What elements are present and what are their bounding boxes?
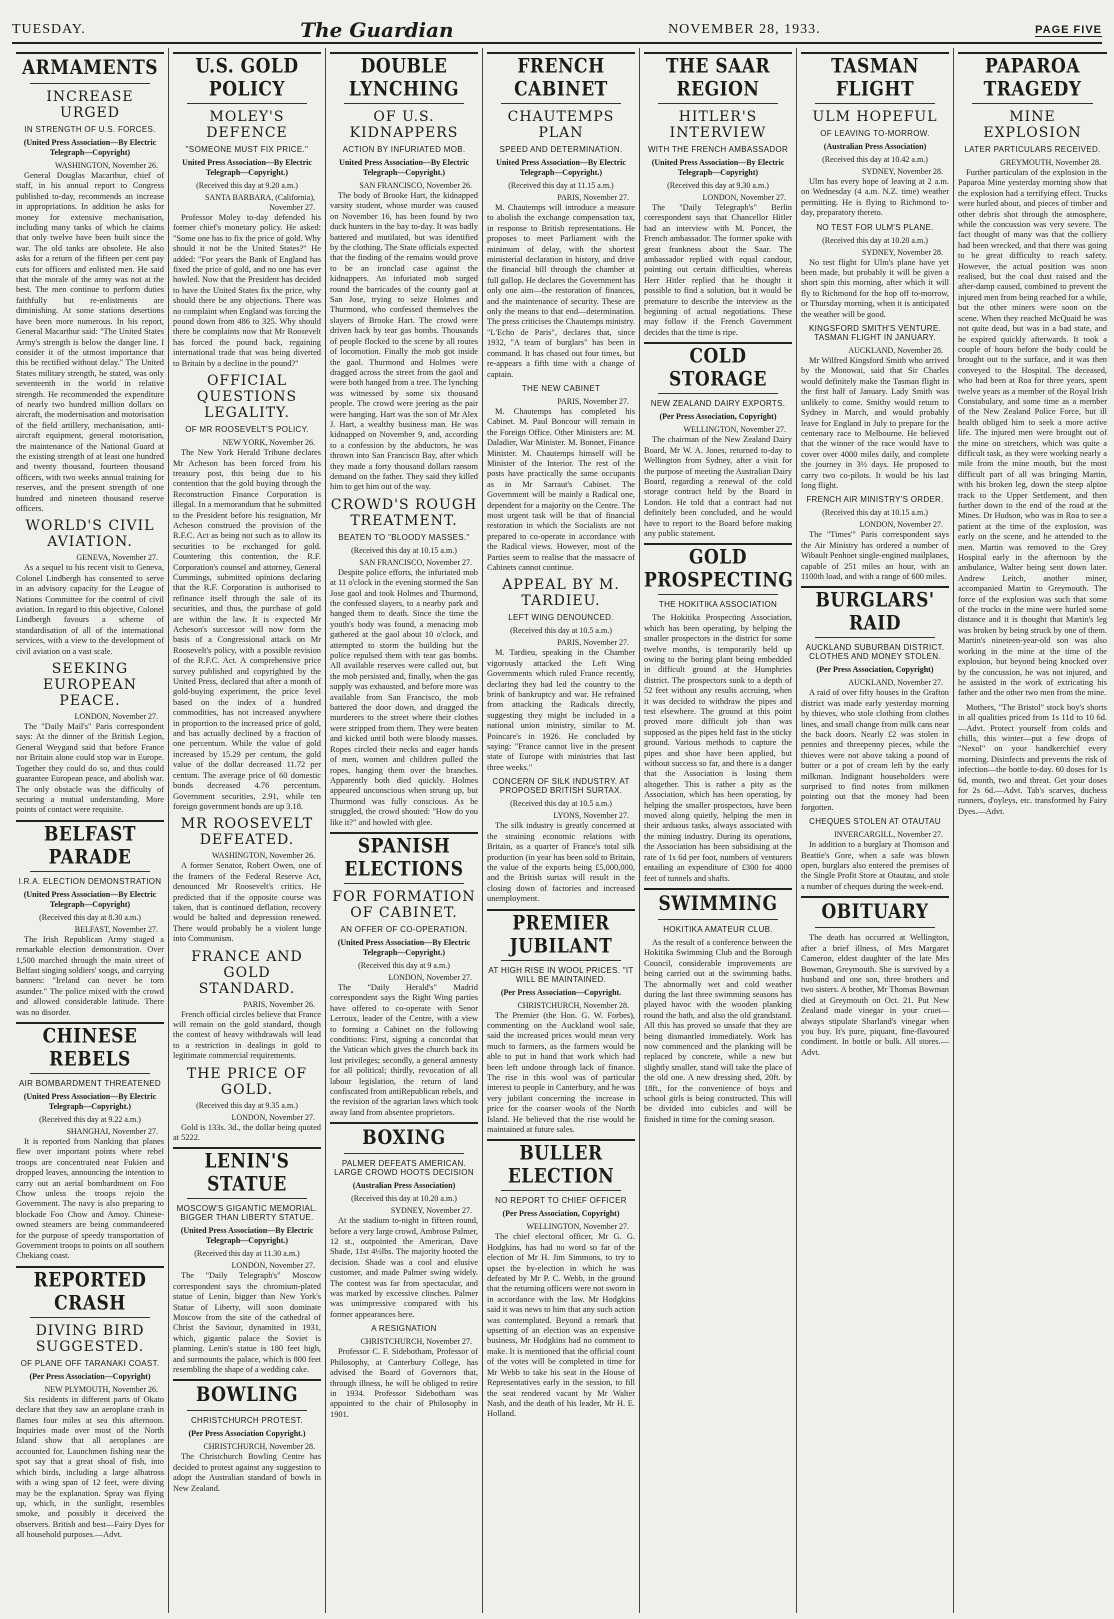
divider [344,103,464,104]
news-story [801,817,949,892]
headline: U.S. GOLD POLICY [195,55,299,101]
deck-line: WITH THE FRENCH AMBASSADOR [647,145,789,154]
subheadline: MOLEY'S DEFENCE [206,109,288,141]
news-columns [12,48,1107,1613]
news-column-2 [169,48,326,1613]
news-column-7 [954,48,1111,1613]
wire-credit: (Per Press Association, Copyright) [816,665,934,675]
divider [658,594,778,595]
news-story [487,384,635,574]
headline-rule [330,52,478,54]
news-story [16,52,164,514]
received-time: (Received this day at 10.15 a.m.) [822,508,928,518]
wire-credit: (United Press Association—By Electric Telegraph—Copyright) [23,138,157,157]
story-body: General Douglas Macarthur, chief of staff, in his annual report to Congress published to-day, recommends an increase in appropriations. In addition he asks for money for extensive mechanisation, including many tanks of which he claims that only twelve have been built since the war. The old tanks are obsolete. He also asks for a return of the fifteen per cent pay cuts for officers and enlisted men. He said that the morale of the army was not at the best. The men continue to perform duties faithfully but re-enlistments are diminishing. At some stations desertions have been more numerous. In his report, General Macarthur said: "The United States Army's strength is below the danger line. I consider it of the utmost importance that this be rectified without delay." The United States military strength, he stated, was only seventeenth in the world in relative strength. He recommended the expenditure of nearly two hundred million dollars on aircraft, the modernisation and motorisation of the field artillery, mechanisation, anti-aircraft equipment, general motorisation, the maintenance of the National Guard at the existing strength of at least one hundred and twenty thousand, fourteen thousand officers, with two weeks annual training for reserves, and the present strength of one hundred and nineteen thousand reserve officers. [16,171,164,513]
masthead-day: TUESDAY. [12,22,86,37]
divider [30,83,150,84]
subheadline: ULM HOPEFUL [812,109,938,125]
headline: ARMAMENTS [21,56,159,80]
story-body: The "Times'" Paris correspondent says the Air Ministry has ordered a number of Wibault Penhoet single-engined mailplanes, capable of 251 miles an hour, with an 1100th load, and with a range of 600 miles. [801,530,949,581]
received-time: (Received this day at 9.20 a.m.) [196,181,298,190]
dateline: GENEVA, November 27. [76,553,158,563]
dateline: WASHINGTON, November 26. [212,851,315,861]
dateline: LONDON, November 27. [231,1112,315,1122]
deck-line: THE HOKITIKA ASSOCIATION [658,600,778,610]
received-time: (Received this day at 9 a.m.) [358,960,450,970]
deck-line: CHEQUES STOLEN AT OTAUTAU [809,817,941,827]
headline: SWIMMING [658,892,778,916]
news-story [16,820,164,1018]
deck-line: HOKITIKA AMATEUR CLUB. [663,924,773,934]
deck-line: LEFT WING DENOUNCED. [508,613,614,623]
story-body: No test flight for Ulm's plane have yet been made, but probably it will be given a short spin this morning, after which it will fly to Richmond for the hop off to-morrow, or Thursday morning, when it is anticipated the weather will be good. [801,257,949,319]
news-story [330,497,478,828]
story-body: The Irish Republican Army staged a remarkable election demonstration. Over 1,500 marched through the main street of Belfast singing soldiers' songs, and carrying banners: "Ireland can never be torn asunder." The police mixed with the crowd and allowed considerable latitude. There was no disorder. [16,934,164,1017]
headline-rule [958,52,1107,54]
dateline: CHRISTCHURCH, November 28. [203,1442,315,1452]
news-story [330,1324,478,1420]
headline: FRENCH CABINET [514,55,608,101]
news-story [173,1147,321,1375]
news-story [487,1139,635,1419]
wire-credit: (Australian Press Association) [352,1181,456,1191]
news-story [173,816,321,944]
news-story [330,52,478,493]
subheadline: FOR FORMATION OF CABINET. [332,888,476,921]
dateline: WASHINGTON, November 26. [55,161,158,170]
deck-line: NEW ZEALAND DAIRY EXPORTS. [650,399,786,409]
news-story [16,1022,164,1262]
dateline: SYDNEY, November 28. [861,167,943,176]
subheadline: SEEKING EUROPEAN PEACE. [42,661,138,710]
received-time: (Received this day at 8.30 a.m.) [39,912,141,922]
story-body: French official circles believe that France will remain on the gold standard, though the contest of heavy withdrawals will lead to a restriction in dealings in gold to legitimate commercial requirements. [173,1009,321,1061]
wire-credit: (United Press Association—By Electric Telegraph—Copyright) [651,158,785,177]
received-time: (Received this day at 10.5 a.m.) [510,626,612,636]
dateline: AUCKLAND, November 27. [848,678,943,688]
headline: COLD STORAGE [668,345,768,392]
headline-rule [330,1122,478,1124]
headline-rule [801,52,949,54]
deck-line: KINGSFORD SMITH'S VENTURE. TASMAN FLIGHT IN JANUARY. [808,324,941,343]
deck-line: AN OFFER OF CO-OPERATION. [340,924,468,934]
divider [815,637,935,638]
divider [344,883,464,884]
story-body: The "Daily Mail's" Paris correspondent says: At the dinner of the British Legion, General Weygand said that before France nor Britain alone could stop war in Europe. Together they could do so, and thus could guarantee European peace, and abolish war. The only obstacle was the difficulty of securing a mutual understanding. More points of contact were requisite. [16,722,164,815]
received-time: (Received this day at 11.15 a.m.) [508,181,614,190]
news-story [16,661,164,816]
headline-rule [16,1266,164,1268]
headline: BOWLING [195,1383,299,1407]
dateline: SYDNEY, November 27. [390,1206,472,1216]
news-story [330,1122,478,1320]
news-story [487,52,635,380]
story-body: As the result of a conference between the Hokitika Swimming Club and the Borough Council, considerable improvements are being carried out at the swimming baths. The abnormally wet and cold weather during the last three swimming seasons has played havoc with the wooden planking round the bath, and also the old grandstand. All this has proved so unsafe that they are being dismantled immediately. Work has now commenced and the planking will be replaced by concrete, while a new but slightly smaller, stand will take the place of the old one. A new dressing shed, 20ft. by 18ft., for the convenience of boys and school girls is being constructed. This will be divided into cubicles and will be finished in time for the coming season. [644,937,792,1124]
story-body: The "Daily Telegraph's" Moscow correspondent says the chromium-plated statue of Lenin, bigger than New York's Statue of Liberty, will soon dominate Moscow from the site of the cathedral of Christ the Saviour, dynamited in 1931, which, gigantic palace the Soviet is planning. Lenin's statue is 180 feet high, and surmounts the palace, which is 800 feet resembling the shape of a wedding cake. [173,1271,321,1375]
headline: CHINESE REBELS [42,1024,138,1071]
divider [815,103,935,104]
dateline: LONDON, November 27. [388,972,472,982]
deck-line: A RESIGNATION [371,1324,437,1334]
masthead-paper-name: The Guardian [300,18,454,42]
divider [187,1410,307,1411]
story-body: As a sequel to his recent visit to Geneva, Colonel Lindbergh has consented to serve in an advisory capacity for the League of Nations Committee for the control of civil aviation. In regard to this objective, Colonel Lindbergh favours a scheme of standardisation of all of the international services, with a view to the development of civil aviation on a vast scale. [16,563,164,656]
deck-line: IN STRENGTH OF U.S. FORCES. [24,125,156,134]
masthead-page-number: PAGE FIVE [1035,23,1102,36]
headline-rule [487,909,635,911]
received-time: (Received this day at 10.42 a.m.) [822,155,928,164]
news-story [173,1379,321,1494]
divider [972,103,1093,104]
story-body: Despite police efforts, the infuriated mob at 11 o'clock in the evening stormed the San Jose gaol and took Holmes and Thurmond, the confessed slayers, to a nearby park and hanged them to death. Since the time the youth's body was found, a menacing mob gathered at the gaol about 10 o'clock, and attempted to storm the building but the police repulsed them with tear gas bombs. All available reserves were called out, but the mob persisted and, finally, when the gas supply was exhausted, and before more was available from San Francisco, the mob battered the door down, and dragged the murderers to the street where their clothes were stripped from them. They were beaten and kicked until both were bloody masses. Ropes circled their necks and eager hands of men, women and children pulled the ropes, hanging them over the branches. Apparently both died quickly. Holmes appeared unconscious when strung up, but Thurmond was fully conscious. As he struggled, the crowd shouted: "How do you like it?" and howled with glee. [330,567,478,827]
deck-line: OF MR ROOSEVELT'S POLICY. [185,425,309,435]
dateline: PARIS, November 27. [557,193,629,202]
subheadline: CHAUTEMPS PLAN [507,109,615,141]
dateline: LONDON, November 27. [231,1261,315,1271]
news-story [801,223,949,320]
story-body: The Hokitika Prospecting Association, which has been operating, by helping the smaller prospectors in the district for some twelve months, is temporarily held up owing to the boring plant being embedded in difficult ground at the Humphries district. The prospectors sunk to a depth of 52 feet without any results accruing, when it was decided to withdraw the pipes and test elsewhere. The ground at this point proved more difficult job than was supposed as the pipes held fast in the sticky ground. Various methods to capture the pipes and shoe have been applied, but without success so far, and there is a danger that the Association is losing them altogether. This is rather a pity as the Association, which has been operating, by helping the smaller prospectors, have been moved along quietly, helping the men in their arduous tasks, always associated with the mining industry. During its operations, the Association has been subsidising at the rate of 1s 6d per foot, numbers of venturers entailing an expenditure of £300 for 4000 feet of tunnels and shafts. [644,613,792,883]
deck-line: NO REPORT TO CHIEF OFFICER [495,1196,627,1206]
deck-line: "SOMEONE MUST FIX PRICE." [185,145,309,154]
news-story [644,888,792,1125]
story-body: The body of Brooke Hart, the kidnapped varsity student, whose murder was caused on November 16, has been found by two duck hunters in the bay to-day. It was badly battered and mutilated, but was identified by the clothing. The State officials expected that the finding of the remains would prove to be an ironclad case against the kidnappers. An infuriated mob surged round the barricades of the county gaol at San Jose, trying to seize Holmes and Thurmond, who confessed themselves the slayers of Brooke Hart. The crowd were driven back by tear gas bombs. Thousands of people flocked to the scene by all routes of locomotion. Finally the mob got inside the gaol. Thurmond and Holmes were dragged across the street from the gaol and were both hanged from a tree. The lynching was witnessed by some six thousand people. The crowd were jeering as the pair were hanging. Hart was the son of Mr Alex J. Hart, a wealthy business man. He was kidnapped on November 9, and, according to a confession by the abductors, he was thrown into San Francisco Bay, after which they made a forty thousand dollars ransom demand on the father. They said they killed him to get him out of the way. [330,191,478,492]
deck-line: CHRISTCHURCH PROTEST. [190,1416,304,1426]
story-body: Six residents in different parts of Okato declare that they saw an aeroplane crash in flames four miles at sea this afternoon. Inquiries made over most of the North Island show that all aeroplanes are accounted for. Launchmen fishing near the spot say that a great shoal of fish, into which birds, including a large albatross with a wing span of 12 feet, were diving may be the explanation. Spray was flying up, which, in the sunlight, resembles smoke, and possibly it deceived the observers. British and best—Fairy Dyes for all household purposes.—Advt. [16,1394,164,1540]
wire-credit: United Press Association—By Electric Telegraph—Copyright.) [182,158,312,177]
news-column-4 [483,48,640,1613]
dateline: INVERCARGILL, November 27. [834,830,943,840]
news-story [173,52,321,369]
story-body: Mothers, "The Bristol" stock boy's shorts in all qualities priced from 1s 11d to 10 6d.—Advt. Protect yourself from colds and chills, this winter—put a few drops of "Nexol" on your handkerchief every morning. Disinfects and prevents the risk of infection—the bottle to-day. 60 doses for 1s 6d, month, two and threat. Get your doses for 2s 6d.—Advt. Tab's scarves, duchess runners, d'oyleys, etc. transformed by Fairy Dyes.—Advt. [958,702,1107,816]
news-story [487,577,635,773]
headline: REPORTED CRASH [33,1268,147,1315]
subheadline: THE PRICE OF GOLD. [186,1065,308,1098]
received-time: (Received this day at 10.5 a.m.) [510,799,612,809]
dateline: PARIS, November 26. [243,999,315,1009]
subheadline: MR ROOSEVELT DEFEATED. [180,816,314,849]
dateline: SANTA BARBARA, (California), November 27. [204,193,315,212]
dateline: PARIS, November 27. [557,396,629,406]
dateline: LONDON, November 27. [702,193,786,202]
news-story [958,703,1107,817]
news-column-5 [640,48,797,1613]
story-body: The "Daily Telegraph's" Berlin correspondent says that Chancellor Hitler had an interview with M. Poncet, the French ambassador. The former spoke with great frankness about the Saar. The ambassador replied with equal candour, pointing out certain difficulties, whereas Herr Hitler replied that he thought it possible to find a solution, but it would be premature to describe the interview as the beginning of actual negotiations. These may follow if the French Government decides that the time is ripe. [644,203,792,337]
dateline: NEW PLYMOUTH, November 26. [44,1384,158,1394]
headline: PAPAROA TRAGEDY [983,55,1082,101]
divider [501,103,621,104]
headline-rule [487,52,635,54]
story-body: Gold is 133s. 3d., the dollar being quoted at 5222. [173,1122,321,1142]
dateline: LYONS, November 27. [553,811,629,821]
headline-rule [16,1022,164,1024]
divider [187,103,307,104]
divider [30,871,150,872]
wire-credit: United Press Association—By Electric Telegraph—Copyright.) [496,158,626,177]
headline-rule [644,342,792,344]
subheadline: HITLER'S INTERVIEW [669,109,767,141]
story-body: M. Chautemps has completed his Cabinet. M. Paul Boncour will remain in the Foreign Office. Other Ministers are: M. Daladier, War Minister. M. Bonnet, Finance Minister. M. Chautemps himself will be Minister of the Interior. The rest of the posts have practically the same occupants as in Mr Sarraut's Cabinet. The Government will be mainly a Radical one, dependent for a majority on the Centre. The most urgent task will be that of financial restoration in which the Socialists are not prepared to co-operate in accordance with the Radical views. However, most of the Parties seem to realise that the massacre of Cabinets cannot continue. [487,406,635,572]
dateline: AUCKLAND, November 28. [848,346,943,356]
divider [187,1198,307,1199]
news-story [644,52,792,338]
story-body: The death has occurred at Wellington, after a brief illness, of Mrs Margaret Cameron, eldest daughter of the late Mrs Bowman, Greymouth. She is survived by a husband and one son, three brothers and two sisters. A brother, Mr Thomas Bowman died at Greymouth on Oct. 21. Put New Zealand made vinegar in your cruet—always stipulate Sharland's vinegar when you buy. It's pure, piquant, fine-flavoured condiment. In bottle or bulk. All stores.—Advt. [801,933,949,1057]
subheadline: APPEAL BY M. TARDIEU. [502,577,620,610]
news-column-6 [797,48,954,1613]
news-story [173,373,321,812]
deck-line: NO TEST FOR ULM'S PLANE. [816,222,934,232]
story-body: The chief electoral officer, Mr G. G. Hodgkins, has had no word so far of the election of Mr H. Jim Simmons, to try to upset the by-election in which he was defeated by Mr P. C. Webb, in the ground that the returning officers were not sworn in in accordance with the law. Mr Hodgkins said it was news to him that any such action was contemplated. Beyond a remark that upsetting of an election was an expensive business, Mr Hodgkins had no comment to make. It is mentioned that the official count of the votes will be completed in time for Mr Webb to take his seat in the House of Representatives early in the session, to fill the seat rendered vacant by Mr Walter Nash, and the death of his leader, Mr H. E. Holland. [487,1232,635,1419]
story-body: The "Daily Herald's" Madrid correspondent says the Right Wing parties have offered to co-operate with Senor Lerroux, leader of the Centre, with a view to forming a Cabinet on the following conditions: First, signing a concordat that the Vatican which gives the church back its lost privileges; secondly, a general amnesty for all political; thirdly, revocation of all labour legislation, the return of land confiscated from antiRepublican rebels, and the revision of the agrarian laws which took away land from absentee proprietors. [330,982,478,1117]
news-story [801,586,949,813]
divider [501,960,621,961]
dateline: WELLINGTON, November 27. [526,1222,629,1232]
dateline: GREYMOUTH, November 28. [1000,158,1101,167]
dateline: PARIS, November 27. [557,638,629,648]
headline: DOUBLE LYNCHING [348,55,460,101]
story-body: The Christchurch Bowling Centre has decided to protest against any suggestion to adopt the Australian standard of bowls in New Zealand. [173,1452,321,1493]
news-column-1 [12,48,169,1613]
received-time: (Received this day at 10.20 a.m.) [351,1194,457,1204]
news-story [958,52,1107,699]
news-story [801,52,949,219]
masthead-date: NOVEMBER 28, 1933. [668,22,821,37]
received-time: (Received this day at 11.30 a.m.) [194,1249,300,1259]
deck-line: I.R.A. ELECTION DEMONSTRATION [18,876,162,886]
divider [30,1073,150,1074]
story-body: A former Senator, Robert Owen, one of the framers of the Federal Reserve Act, denounced Mr Roosevelt's critics. He predicted that if the opposite course was taken, that is continued deflation, recovery would be halted and depression renewed. There would probably be a violent lunge into Communism. [173,861,321,944]
received-time: (Received this day at 10.20 a.m.) [822,235,928,245]
subheadline: WORLD'S CIVIL AVIATION. [25,518,155,551]
received-time: (Received this day at 9.30 a.m.) [667,181,769,190]
wire-credit: United Press Association—By Electric Telegraph—Copyright.) [339,158,469,177]
subheadline: FRANCE AND GOLD STANDARD. [191,948,303,997]
wire-credit: (Australian Press Association) [823,142,927,151]
headline: LENIN'S STATUE [204,1150,290,1197]
headline: PREMIER JUBILANT [509,911,613,958]
story-body: At the stadium to-night in fifteen round, before a very large crowd, Ambrose Palmer, 12 st., outpointed the American, Dave Shade, 11st 4½lbs. The majority hooted the decision. Shade was a cool and elusive customer, and made Palmer swing widely. The contest was far from spectacular, and was marked by excessive clinches. Palmer was unimpressive compared with his former appearances here. [330,1216,478,1319]
divider [344,1153,464,1154]
deck-line: ACTION BY INFURIATED MOB. [342,145,466,154]
wire-credit: (United Press Association—By Electric Telegraph—Copyright.) [23,1091,157,1111]
news-story [16,1266,164,1541]
subheadline: CROWD'S ROUGH TREATMENT. [330,496,478,529]
news-story [487,909,635,1136]
story-body: Mr Wilfred Kingsford Smith who arrived by the Monowai, said that Sir Charles would definitely make the Tasman flight in the first half of January. Lady Smith was unlikely to come. Smithy would return to Sydney in March, and would probably leave for England in July to prepare for the centenary race to Melbourne. He believed that the winner of the race would have to cover over 4000 miles daily, and complete the journey in 3½ days. He proposed to carry two co-pilots. It would be his last long flight. [801,356,949,490]
dateline: BELFAST, November 27. [74,924,158,934]
story-body: M. Chautemps will introduce a measure to abolish the exchange compensation tax, in response to British representations. He proposes to meet Parliament with the minimum of delay, with the shortest ministerial declaration in history, and drive the financial bill through the chamber at full gallop. He declares the Government has only one aim—the restoration of finances, and the maintenance of security. These are only the means to that end—determination. The press criticises the Chautemps ministry. "L'Echo de Paris", declares that, since 1932, "A team of burglars" has been in command. It has chased out four times, but re-appears a fifth time with a change of captain. [487,203,635,379]
news-story [801,896,949,1058]
headline: BULLER ELECTION [507,1142,615,1189]
story-body: The Premier (the Hon. G. W. Forbes), commenting on the Auckland wool sale, said the increased prices would mean very much to farmers, as the farmers would be able to put in hand that work which had been left undone through lack of finance. The rise in this wool was of particular interest to people in Canterbury, and he was very jubilant concerning the increase in price for the coarser wools of the North Island. He believed that the rise would be maintained at future sales. [487,1010,635,1134]
dateline: CHRISTCHURCH, November 27. [360,1337,472,1347]
news-story [644,543,792,884]
dateline: SHANGHAI, November 27. [66,1126,158,1136]
news-story [644,342,792,539]
wire-credit: (United Press Association—By Electric Telegraph—Copyright.) [180,1226,314,1246]
divider [658,393,778,394]
deck-line: MOSCOW'S GIGANTIC MEMORIAL. BIGGER THAN LIBERTY STATUE. [176,1204,318,1223]
story-body: Further particulars of the explosion in the Paparoa Mine yesterday morning show that the explosion had a terrifying effect. Trucks were hurled about, and pieces of timber and other debris shot through the atmosphere, while the concussion was very severe. The fact thought of many was that the colliery had been wrecked, and that there was going to be great difficulty to reach safety. However, the actual position was soon realised, but the coal dust raised and the after-damp caused, combined to prevent the injured men from being reached for a while, but the other miners were soon on the scene. When they reached McQuaid he was not quite dead, but was in a bad state, and he expired quickly afterwards. It took a couple of hours before the body could be brought out to the surface, and it was then conveyed to the Hospital. The deceased, who had been at Roa for three years, spent twelve years as a member of the Royal Irish Constabulary, and some time as a member of the New Zealand Police Force, but ill health obliged him to seek a more active life. The injured men were brought out of the mine on stretchers, which was quite a difficult task, as they were working nearly a mile from the mine mouth, but the most difficult part of all was bringing Martin, with his broken leg, down the steep alpine track to the Upper Settlement, and then further down to the end of the road at the Mines. Dr Hudson, who was in Roa to see a patient at the time of the explosion, was early on the scene, and he attended to the men. Martin was removed to the Grey Hospital early in the afternoon by the ambulance, Walter being sent down later. Andrew Leitch, another miner, accompanied Martin to Greymouth. The force of the explosion was such that some of the trucks in the mine were hurled some distance and it is thought that Martin's leg was broken by being struck by one of them. Martin's nineteen-year-old son was also working in the mine at the time of the explosion, but beyond being knocked over by the concussion, he was not injured, and he assisted in the work of extricating his father and the other two men from the mine. [958,168,1107,698]
dateline: LONDON, November 27. [859,520,943,530]
dateline: SAN FRANCISCO, November 27. [359,557,472,567]
story-body: The silk industry is greatly concerned at the straining economic relations with Britain, as a quarter of France's total silk production (in year has been sold to Britain, the value of the exports being £5,000,000, and the British surtax will result in the closing down of factories and increased unemployment. [487,821,635,904]
wire-credit: (Per Press Association Copyright.) [188,1429,306,1439]
received-time: (Received this day at 9.22 a.m.) [39,1114,141,1124]
deck-line: BEATEN TO "BLOODY MASSES." [338,532,470,542]
dateline: CHRISTCHURCH, November 28. [517,1000,629,1010]
dateline: SYDNEY, November 28. [861,247,943,257]
wire-credit: (Per Press Association—Copyright. [500,987,622,997]
received-time: (Received this day at 10.15 a.m.) [351,545,457,555]
story-body: M. Tardieu, speaking in the Chamber vigorously attacked the Left Wing Governments which ruled France recently, declaring they had led the country to the brink of bankruptcy and war. He refrained from attacking the Radicals directly, suggesting they might be included in a national union ministry, similar to M. Poincare's in 1926. He concluded by saying: "France cannot live in the present state of Europe with ministries that last three weeks." [487,648,635,772]
deck-line: AT HIGH RISE IN WOOL PRICES. "IT WILL BE MAINTAINED. [488,965,634,984]
story-body: The New York Herald Tribune declares Mr Acheson has been forced from his treasury post, this being due to his contention that the gold buying through the Reconstruction Finance Corporation is illegal. In a memorandum that he submitted to the President before his resignation, Mr Acheson construed the provision of the R.F.C. Act as being not such as to allow its securities to be exchanged for gold. Countering this contention, the R.F. Corporation's counsel and attorney, General Cummings, submitted opinions declaring that the R.F. Corporation is authorised to refinance itself through the sale of its securities, and thus, the purchase of gold are within the law. It is expected Mr Acheson's successor will now form the basis of a Congressional attack on Mr Roosevelt's policy, with a possible revision of the R.F.C. Act. A comprehensive price survey published and copyrighted by the United Press, declared that after a month of gold-buying experiment, the price level based on the index of a hundred commodities, has not increased anywhere in proportion to the increased price of gold, and has actually declined by a fraction of one percentum. While the value of gold increased by 15.29 per centum, the gold value of the dollar decreased 11.72 per centum. The average price of 60 domestic bonds decreased 4.76 percentum. Government securities, 2.91, while ten foreign government bonds are up 3.18. [173,448,321,811]
headline: BURGLARS' RAID [815,589,935,636]
wire-credit: (Per Press Association, Copyright) [502,1209,620,1219]
deck-line: THE NEW CABINET [521,383,601,393]
story-body: Ulm has every hope of leaving at 2 a.m. on Wednesday (4 a.m. N.Z. time) weather permitting. He is flying to Richmond to-day, preparatory thereto. [801,177,949,218]
subheadline: MINE EXPLOSION [983,109,1082,141]
deck-line: LATER PARTICULARS RECEIVED. [964,145,1101,154]
news-column-3 [326,48,483,1613]
subheadline: INCREASE URGED [46,89,134,121]
wire-credit: (United Press Association—By Electric Telegraph—Copyright.) [337,937,471,957]
story-body: It is reported from Nanking that planes flew over important points where rebel troops are concentrated near Fukien and dropped leaves, announcing the intention to carry out an aerial bombardment on Foo Chow unless the troops rejoin the Government. The navy is also preparing to blockade Foo Chow and Amoy. Chinese-owned steamers are being commandeered for the purpose of speedy transportation of Government troops to points on all southern Chekiang coast. [16,1136,164,1261]
news-story [801,495,949,582]
deck-line: OF PLANE OFF TARANAKI COAST. [20,1358,160,1368]
story-body: In addition to a burglary at Thomson and Beattie's Gore, when a safe was blown open, burglars also entered the premises of the Single Profit Store at Otautau, and stole a number of cheques during the week-end. [801,840,949,891]
news-story [487,777,635,904]
headline-rule [16,820,164,822]
divider [658,919,778,920]
divider [30,1317,150,1318]
wire-credit: (United Press Association—By Electric Telegraph—Copyright) [23,889,157,909]
dateline: SAN FRANCISCO, November 26. [359,181,472,190]
divider [658,103,778,104]
story-body: Professor Moley to-day defended his former chief's monetary policy. He asked: "Some one has to fix the price of gold. Why should it not be the United States?" He added: "For years the Bank of England has fixed the price of gold, and no one has ever howled. Now that the President has decided to have the United States fix the price, why should there be any objections. There was no complaint when England was forcing the pound down from 486 to 325. Why should there be complaints now that Mr Roosevelt has forced the pound back, regaining international trade that was being diverted to Britain by a decline in the pound?" [173,213,321,368]
divider [501,1190,621,1191]
news-story [330,832,478,1118]
received-time: (Received this day at 9.35 a.m.) [196,1100,298,1110]
dateline: LONDON, November 27. [74,712,158,722]
headline-rule [16,52,164,54]
wire-credit: (Per Press Association, Copyright) [659,412,777,422]
subheadline: DIVING BIRD SUGGESTED. [35,1322,145,1355]
subheadline: OFFICIAL QUESTIONS LEGALITY. [196,373,298,422]
deck-line: AUCKLAND SUBURBAN DISTRICT. CLOTHES AND MONEY STOLEN. [805,643,945,662]
news-story [173,1066,321,1144]
deck-line: SPEED AND DETERMINATION. [499,145,623,154]
story-body: The chairman of the New Zealand Dairy Board, Mr W. A. Jones, returned to-day to Wellington from Sydney, after a visit for the purpose of meeting the Australian Dairy Board, regarding a renewal of the cold storage contract held by the Board in London. He told that a contract had not definitely been concluded, and he would have to report to the Board before making any public statement. [644,435,792,538]
deck-line: FRENCH AIR MINISTRY'S ORDER. [806,495,944,505]
wire-credit: (Per Press Association—Copyright) [29,1371,151,1381]
headline: SPANISH ELECTIONS [344,834,464,881]
deck-line: CONCERN OF SILK INDUSTRY. AT PROPOSED BRITISH SURTAX. [492,777,630,796]
headline: GOLD PROSPECTING [644,546,794,593]
headline-rule [330,832,478,834]
deck-line: AIR BOMBARDMENT THREATENED [18,1078,162,1088]
headline-rule [644,52,792,54]
deck-line: PALMER DEFEATS AMERICAN. LARGE CROWD HOOTS DECISION [334,1159,474,1178]
headline-rule [173,52,321,54]
masthead [12,18,1102,44]
divider [815,927,935,928]
story-body: A raid of over fifty houses in the Grafton district was made early yesterday morning by thieves, who stole clothing from clothes lines, and small change from milk cans near the back doors. Nearly £2 was stolen in pennies and threepenny pieces, while the thieves were not above taking a pound of butter or a pot of cream left by the early milkman. Indignant householders were surprised to find notes from milkmen pointing out that the money had been forgotten. [801,688,949,812]
headline: BOXING [362,1126,446,1150]
headline: THE SAAR REGION [665,55,771,101]
headline-rule [644,888,792,890]
headline-rule [801,896,949,898]
dateline: NEW YORK, November 26. [222,438,315,448]
news-story [16,518,164,657]
subheadline: OF U.S. KIDNAPPERS [349,109,459,141]
news-story [801,324,949,491]
headline-rule [173,1379,321,1381]
story-body: Professor C. F. Sidebotham, Professor of Philosophy, at Canterbury College, has advised the Board of Governors that, through illness, he will be obliged to retire in 1934. Professor Sidebotham was appointed to the chair of Philosophy in 1901. [330,1347,478,1419]
dateline: WELLINGTON, November 27. [683,425,786,435]
headline: BELFAST PARADE [44,822,136,869]
headline: OBITUARY [821,900,929,924]
deck-line: OF LEAVING TO-MORROW. [820,129,930,138]
headline: TASMAN FLIGHT [831,55,919,101]
news-story [173,949,321,1062]
